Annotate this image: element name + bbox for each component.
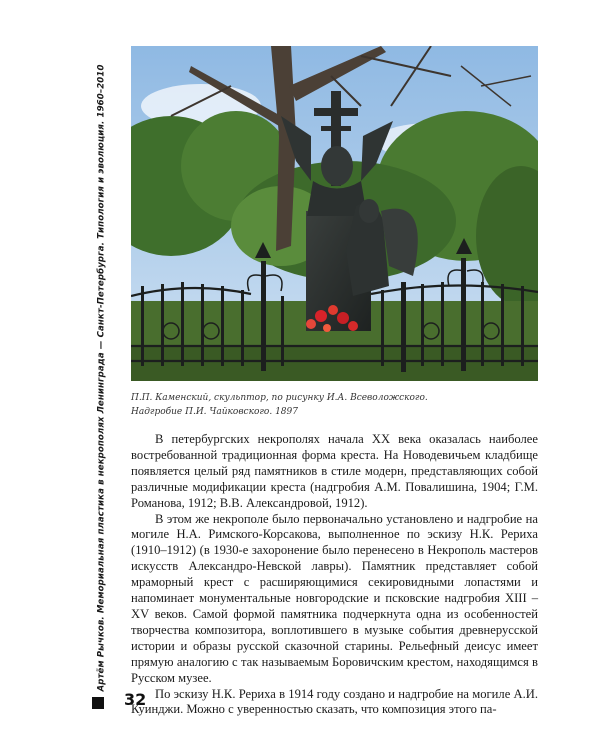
running-title	[88, 52, 116, 704]
paragraph: В этом же некрополе было первоначально установлено и надгробие на могиле Н.А. Римского-Корсакова, выполненное по эскизу Н.К. Рериха (1910–1912) (в 1930-е захоронение было перенесено в Некрополь мастеров искусств Александро-Невской лавры). Памятник представляет собой мраморный крест с расширяющимися секировидными лопастями и напоминает монументальные новгородские и псковские надгробия XIII – XV веков. Самой формой памятника подчеркнута одна из особенностей творчества композитора, воплотившего в музыке события древнерусской истории и образы русской сказочной старины. Рельефный деисус имеет прямую аналогию с так называемым Боровичским крестом, находящимся в Русском музее.	[131, 511, 538, 685]
page-marker-square	[92, 697, 104, 709]
figure-caption	[131, 391, 538, 419]
paragraph: В петербургских некрополях начала XX века оказалась наиболее востребованной традиционная форма креста. На Новодевичьем кладбище появляется целый ряд памятников в стиле модерн, представляющих собой различные модификации креста (надгробия А.М. Повалишина, 1904; Г.М. Романова, 1912; В.В. Александровой, 1912).	[131, 432, 538, 510]
caption-line-2: Надгробие П.И. Чайковского. 1897	[131, 407, 298, 417]
caption-line-1: П.П. Каменский, скульптор, по рисунку И.А. Всеволожского.	[131, 393, 428, 403]
page-number: 32	[124, 690, 147, 709]
paragraph: По эскизу Н.К. Рериха в 1914 году создано и надгробие на могиле А.И. Куинджи. Можно с уверенностью сказать, что композиция этого па-	[131, 686, 538, 717]
running-title-text: Артём Рычков. Мемориальная пластика в некрополях Ленинграда — Санкт-Петербурга. Типология и эволюция. 1960–2010	[97, 64, 108, 692]
photo-tchaikovsky-tomb	[131, 46, 538, 381]
body-text	[131, 432, 538, 718]
